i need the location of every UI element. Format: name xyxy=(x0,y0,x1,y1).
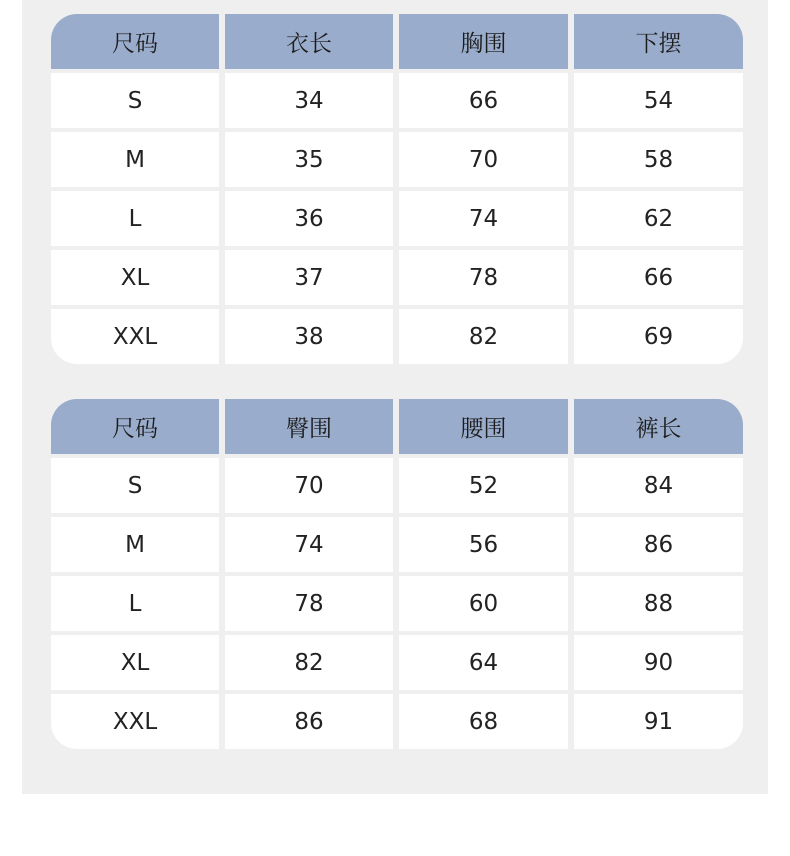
size-cell: L xyxy=(51,576,219,631)
value-cell: 36 xyxy=(225,191,393,246)
value-cell: 74 xyxy=(399,191,568,246)
top-size-table xyxy=(51,14,743,364)
size-cell: L xyxy=(51,191,219,246)
header-cell: 臀围 xyxy=(225,399,393,454)
value-cell: 66 xyxy=(399,73,568,128)
value-cell: 90 xyxy=(574,635,743,690)
value-cell: 82 xyxy=(225,635,393,690)
value-cell: 62 xyxy=(574,191,743,246)
table-row xyxy=(51,517,743,572)
value-cell: 58 xyxy=(574,132,743,187)
header-cell: 胸围 xyxy=(399,14,568,69)
size-cell: S xyxy=(51,73,219,128)
table-row xyxy=(51,73,743,128)
value-cell: 86 xyxy=(225,694,393,749)
value-cell: 60 xyxy=(399,576,568,631)
size-cell: XL xyxy=(51,250,219,305)
table-row xyxy=(51,635,743,690)
header-cell: 尺码 xyxy=(51,399,219,454)
value-cell: 86 xyxy=(574,517,743,572)
header-cell: 衣长 xyxy=(225,14,393,69)
header-cell: 裤长 xyxy=(574,399,743,454)
value-cell: 70 xyxy=(225,458,393,513)
table-row xyxy=(51,309,743,364)
value-cell: 74 xyxy=(225,517,393,572)
value-cell: 68 xyxy=(399,694,568,749)
header-cell: 下摆 xyxy=(574,14,743,69)
size-cell: XXL xyxy=(51,309,219,364)
table-row xyxy=(51,458,743,513)
value-cell: 88 xyxy=(574,576,743,631)
value-cell: 64 xyxy=(399,635,568,690)
value-cell: 35 xyxy=(225,132,393,187)
table-row xyxy=(51,694,743,749)
value-cell: 37 xyxy=(225,250,393,305)
table-row xyxy=(51,191,743,246)
value-cell: 78 xyxy=(399,250,568,305)
value-cell: 54 xyxy=(574,73,743,128)
size-cell: M xyxy=(51,517,219,572)
value-cell: 34 xyxy=(225,73,393,128)
value-cell: 52 xyxy=(399,458,568,513)
size-cell: M xyxy=(51,132,219,187)
header-cell: 尺码 xyxy=(51,14,219,69)
value-cell: 70 xyxy=(399,132,568,187)
size-cell: S xyxy=(51,458,219,513)
value-cell: 82 xyxy=(399,309,568,364)
size-cell: XL xyxy=(51,635,219,690)
table-row xyxy=(51,576,743,631)
value-cell: 66 xyxy=(574,250,743,305)
table-header-row xyxy=(51,14,743,69)
value-cell: 91 xyxy=(574,694,743,749)
value-cell: 78 xyxy=(225,576,393,631)
table-row xyxy=(51,132,743,187)
value-cell: 56 xyxy=(399,517,568,572)
header-cell: 腰围 xyxy=(399,399,568,454)
table-header-row xyxy=(51,399,743,454)
table-row xyxy=(51,250,743,305)
bottom-size-table xyxy=(51,399,743,749)
size-cell: XXL xyxy=(51,694,219,749)
value-cell: 84 xyxy=(574,458,743,513)
value-cell: 38 xyxy=(225,309,393,364)
value-cell: 69 xyxy=(574,309,743,364)
